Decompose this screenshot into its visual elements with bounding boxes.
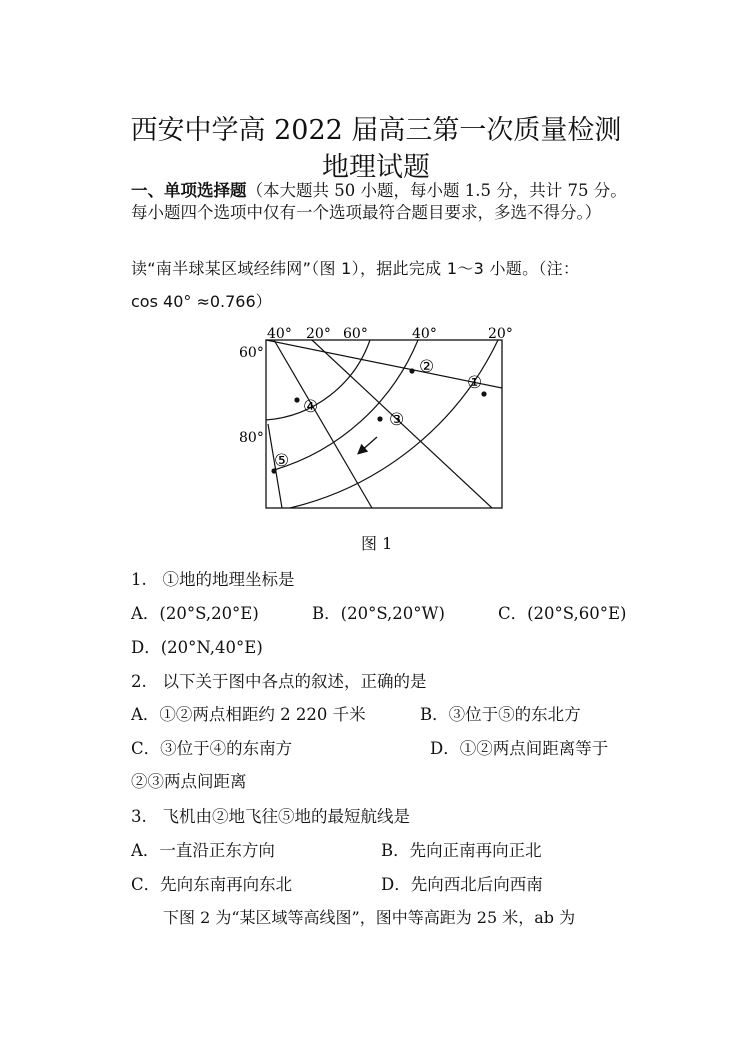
section-instruction-line2: 每小题四个选项中仅有一个选项最符合题目要求，多选不得分。） <box>131 203 602 222</box>
figure-caption: 图 1 <box>361 534 393 553</box>
question-1 <box>131 566 295 590</box>
direction-arrow <box>360 437 377 452</box>
left-label-80: 80° <box>239 430 264 446</box>
figure-frame <box>266 340 502 508</box>
subject-title: 地理试题 <box>322 152 430 183</box>
point-4-label: ④ <box>303 397 319 417</box>
section-instruction: （本大题共 50 小题，每小题 1.5 分，共计 75 分。 <box>246 181 627 200</box>
top-label-20b: 20° <box>488 326 513 342</box>
intro-line1: 读“南半球某区域经纬网”（图 1），据此完成 1～3 小题。（注： <box>131 259 580 278</box>
question-stem: ①地的地理坐标是 <box>162 570 295 589</box>
q2-option-a[interactable]: A．①②两点相距约 2 220 千米 <box>131 705 366 724</box>
q3-option-b[interactable]: B．先向正南再向正北 <box>381 841 542 860</box>
q2-option-d-continuation: ②③两点间距离 <box>131 772 247 791</box>
exam-title: 西安中学高 2022 届高三第一次质量检测 <box>130 115 622 146</box>
q3-option-a[interactable]: A．一直沿正东方向 <box>131 841 275 860</box>
q3-option-c[interactable]: C．先向东南再向东北 <box>131 875 293 894</box>
point-4-dot <box>294 397 299 402</box>
q2-option-b[interactable]: B．③位于⑤的东北方 <box>420 705 581 724</box>
question-stem: 以下关于图中各点的叙述，正确的是 <box>162 672 427 691</box>
point-1-label: ① <box>467 373 483 393</box>
point-2-label: ② <box>419 357 435 377</box>
left-label-60: 60° <box>239 345 264 361</box>
question-3 <box>131 803 410 827</box>
point-2-dot <box>409 368 414 373</box>
figure-1-graticule <box>230 320 530 520</box>
q2-option-d[interactable]: D．①②两点间距离等于 <box>430 739 609 758</box>
q3-option-d[interactable]: D．先向西北后向西南 <box>381 875 543 894</box>
question-number: 2. <box>131 672 147 691</box>
intro-line2: cos 40° ≈0.766） <box>131 292 272 311</box>
q1-option-b[interactable]: B．(20°S,20°W) <box>312 604 445 623</box>
question-number: 3. <box>131 807 147 826</box>
q1-option-d[interactable]: D．(20°N,40°E) <box>131 638 263 657</box>
top-label-40b: 40° <box>412 326 437 342</box>
top-label-20: 20° <box>306 326 331 342</box>
point-5-label: ⑤ <box>274 451 290 471</box>
q1-option-c[interactable]: C．(20°S,60°E) <box>498 604 627 623</box>
top-label-60: 60° <box>343 326 368 342</box>
parallel-40 <box>274 340 418 470</box>
question-number: 1. <box>131 570 147 589</box>
point-3-label: ③ <box>389 410 405 430</box>
top-label-40: 40° <box>267 326 292 342</box>
point-3-dot <box>377 416 382 421</box>
next-passage: 下图 2 为“某区域等高线图”，图中等高距为 25 米，ab 为 <box>163 908 576 927</box>
q1-option-a[interactable]: A．(20°S,20°E) <box>131 604 259 623</box>
section-label: 一、单项选择题 <box>131 181 247 200</box>
question-stem: 飞机由②地飞往⑤地的最短航线是 <box>162 807 410 826</box>
question-2 <box>131 668 427 692</box>
section-heading <box>131 177 627 201</box>
q2-option-c[interactable]: C．③位于④的东南方 <box>131 739 293 758</box>
